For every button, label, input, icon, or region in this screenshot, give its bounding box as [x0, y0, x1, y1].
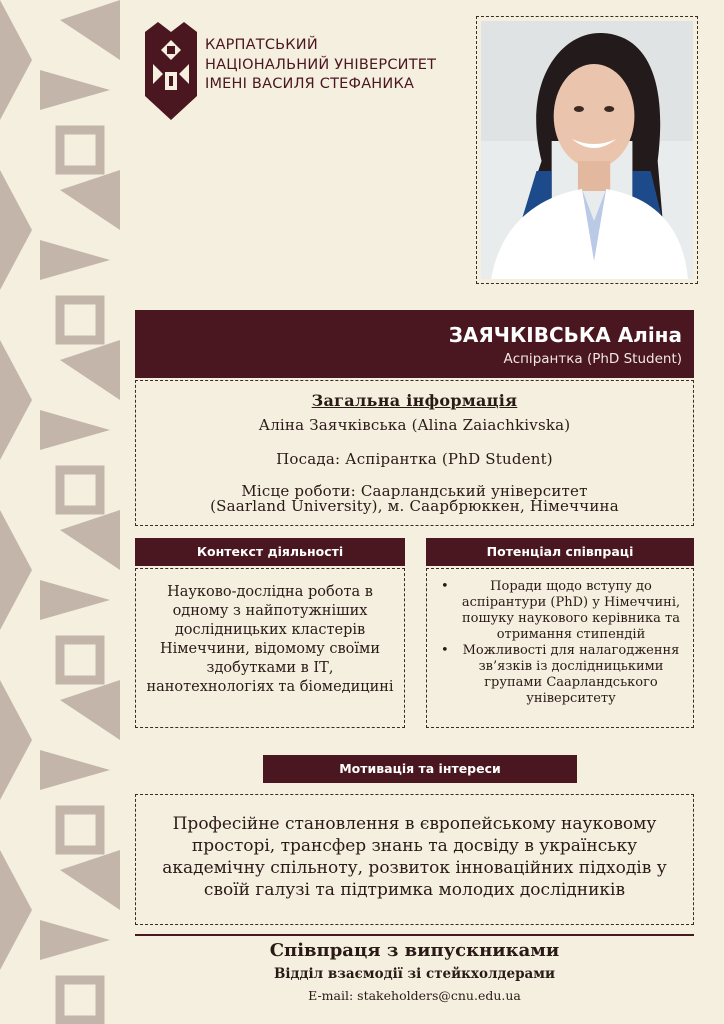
motivation-text: Професійне становлення в європейському науковому просторі, трансфер знань та досвіду в українську академічну спільноту, розвиток інноваційних підходів у своїй галузі та підтримка молодих дослідників — [135, 794, 694, 925]
university-name-line3: ІМЕНІ ВАСИЛЯ СТЕФАНИКА — [205, 76, 415, 92]
workplace-line2: (Saarland University), м. Саарбрюккен, Німеччина — [210, 497, 619, 515]
footer-email[interactable]: E-mail: stakeholders@cnu.edu.ua — [308, 988, 521, 1003]
university-name-line2: НАЦІОНАЛЬНИЙ УНІВЕРСИТЕТ — [205, 56, 437, 73]
potential-item-2: Можливості для налагодження зв’язків із дослідницькими групами Саарландського університету — [462, 643, 680, 706]
list-item — [441, 643, 687, 707]
person-role: Аспірантка (PhD Student) — [503, 351, 682, 367]
potential-item-1: Поради щодо вступу до аспірантури (PhD) у Німеччині, пошуку наукового керівника та отримання стипендій — [461, 579, 681, 642]
general-info-section — [135, 380, 694, 526]
person-name: ЗАЯЧКІВСЬКА Аліна — [448, 323, 682, 347]
portrait-photo — [481, 21, 693, 279]
bullet-icon: • — [441, 579, 449, 594]
workplace-line1: Місце роботи: Саарландський університет — [241, 482, 588, 500]
footer-title: Співпраця з випускниками — [269, 940, 560, 961]
potential-label: Потенціал співпраці — [426, 538, 694, 566]
context-text: Науково-дослідна робота в одному з найпотужніших дослідницьких кластерів Німеччини, відомому своїми здобутками в ІТ, нанотехнологіях та біомедицині — [135, 568, 405, 728]
motivation-label: Мотивація та інтереси — [263, 755, 577, 783]
decorative-ornament — [0, 0, 120, 1024]
university-name — [205, 36, 465, 95]
potential-list — [435, 579, 687, 707]
list-item — [441, 579, 687, 643]
bullet-icon: • — [441, 643, 449, 658]
position: Посада: Аспірантка (PhD Student) — [276, 450, 553, 468]
context-label: Контекст діяльності — [135, 538, 405, 566]
potential-section — [426, 568, 694, 728]
university-name-line1: КАРПАТСЬКИЙ — [205, 37, 318, 53]
full-name: Аліна Заячківська (Alina Zaiachkivska) — [258, 416, 571, 434]
portrait-frame — [476, 16, 698, 284]
footer-department: Відділ взаємодії зі стейкхолдерами — [274, 966, 555, 982]
general-info-title: Загальна інформація — [311, 391, 518, 410]
university-logo-icon — [145, 22, 197, 120]
name-banner — [135, 310, 694, 378]
footer-divider — [135, 934, 694, 936]
